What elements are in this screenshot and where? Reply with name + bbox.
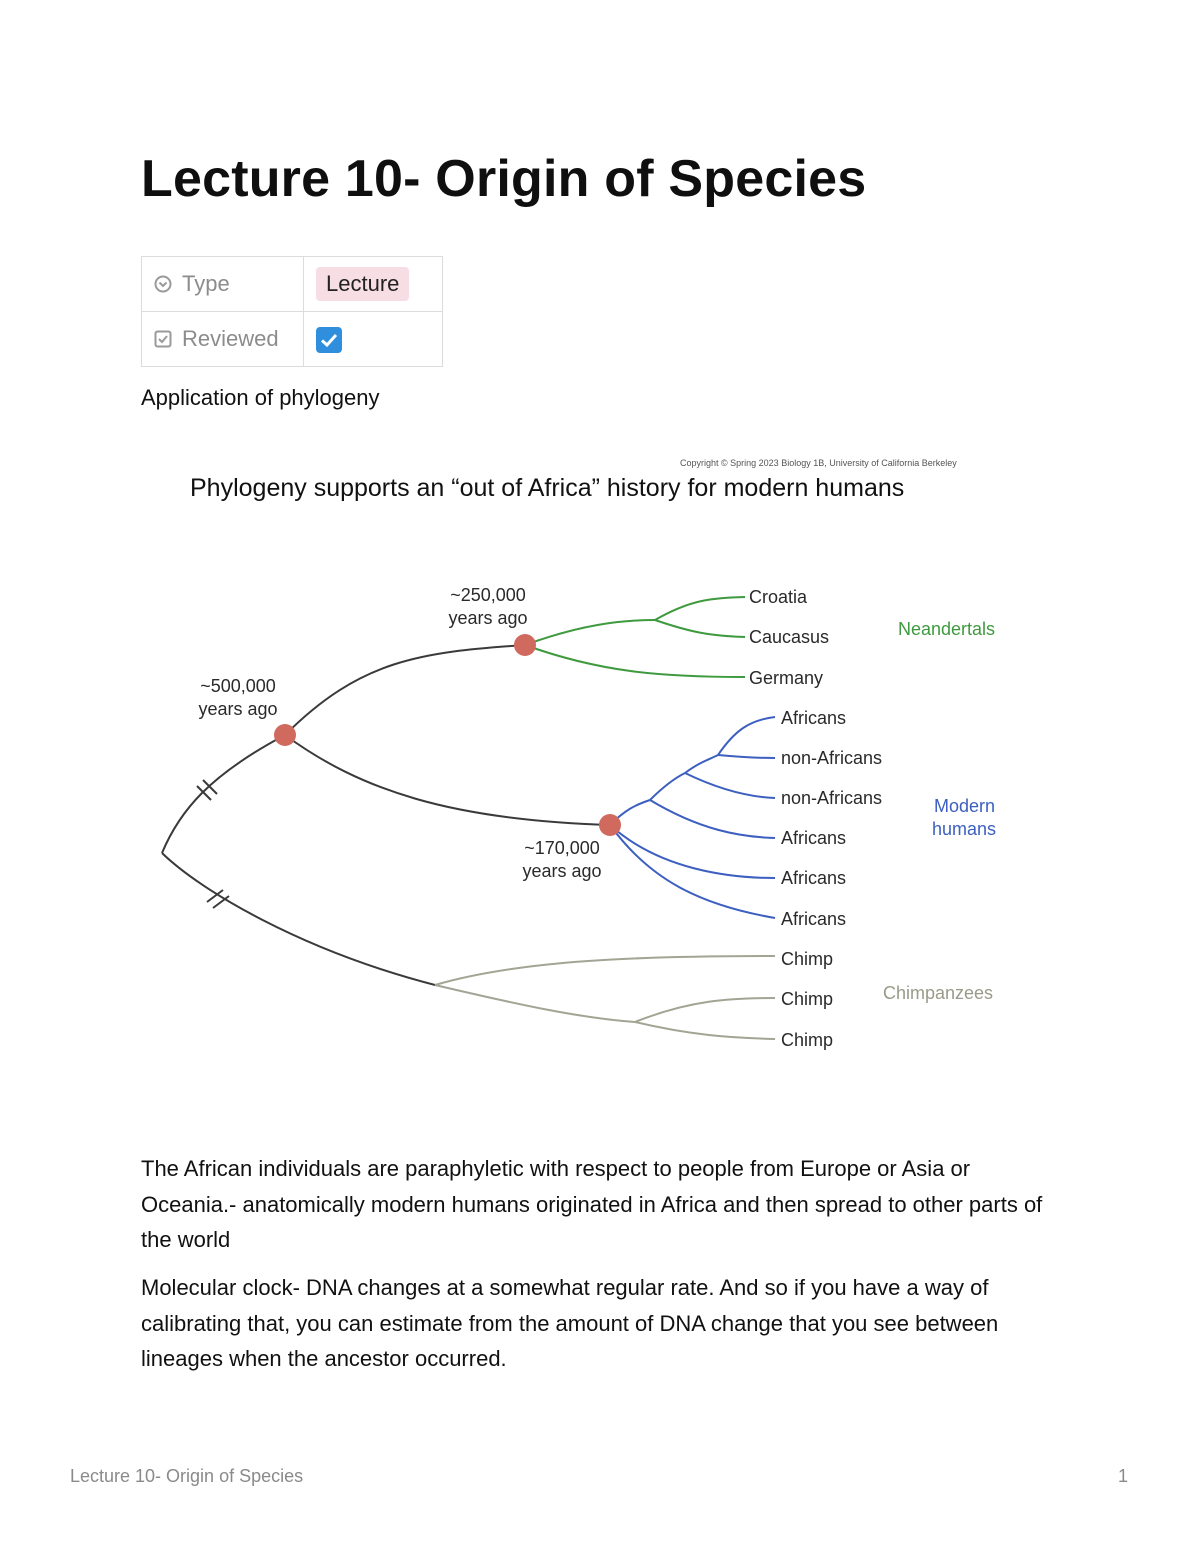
property-key-reviewed [142,312,304,367]
branch-root-upper [162,735,285,853]
branch-root-lower [162,853,435,985]
property-value-reviewed[interactable] [304,312,443,367]
property-row-type [142,257,443,312]
human-branches [610,717,775,918]
footer-doc-name: Lecture 10- Origin of Species [70,1466,304,1486]
group-label-modern-humans-line1: Modern [934,796,996,816]
figure-title: Phylogeny supports an “out of Africa” history for modern humans [190,474,905,502]
page-title: Lecture 10- Origin of Species [141,150,867,208]
checkbox-property-icon [154,330,172,348]
tip-label: non-Africans [781,788,883,808]
property-key-type [142,257,304,312]
tip-label: Caucasus [749,627,830,647]
neandertal-branches [525,597,745,677]
tip-label: Chimp [781,1030,834,1050]
branch-to-neandertal-node [285,645,525,735]
tip-label: Germany [749,668,824,688]
node-label-170k-unit: years ago [522,861,602,881]
tip-label: Africans [781,909,847,929]
paragraph-paraphyletic: The African individuals are paraphyletic with respect to people from Europe or Asia or Oceania.- anatomically modern humans originated in Africa and then spread to other parts of the world [141,1156,1043,1252]
tip-label: non-Africans [781,748,883,768]
group-label-neandertals: Neandertals [898,619,996,639]
property-label-type: Type [182,271,230,296]
figure-copyright: Copyright © Spring 2023 Biology 1B, University of California Berkeley [680,458,957,468]
tip-label: Croatia [749,587,808,607]
select-property-icon [154,275,172,293]
reviewed-checkbox[interactable] [316,327,342,353]
group-label-modern-humans-line2: humans [932,819,997,839]
node-500k [274,724,296,746]
tree-breaks [197,780,229,908]
node-label-250k-unit: years ago [448,608,528,628]
phylogeny-figure [150,450,1030,1060]
node-label-250k-time: ~250,000 [450,585,526,605]
property-label-reviewed: Reviewed [182,326,279,351]
tip-label: Africans [781,828,847,848]
branch-to-human-node [285,735,610,825]
section-label: Application of phylogeny [141,385,380,410]
chimp-branches [435,956,775,1039]
tip-label: Chimp [781,989,834,1009]
node-label-500k-time: ~500,000 [200,676,276,696]
node-label-500k-unit: years ago [198,699,278,719]
property-row-reviewed [142,312,443,367]
tip-label: Africans [781,708,847,728]
node-250k [514,634,536,656]
footer-page-number: 1 [1118,1466,1129,1486]
type-tag[interactable]: Lecture [316,267,409,301]
properties-table [141,256,443,367]
node-label-170k-time: ~170,000 [524,838,600,858]
tree-stems [162,645,610,985]
divergence-nodes [274,634,621,836]
property-value-type[interactable] [304,257,443,312]
checkmark-icon [316,327,342,353]
paragraph-molecular-clock: Molecular clock- DNA changes at a somewhat regular rate. And so if you have a way of calibrating that, you can estimate from the amount of DNA change that you see between lineages when the ancestor occurred. [141,1275,999,1371]
node-170k [599,814,621,836]
tip-label: Chimp [781,949,834,969]
group-label-chimpanzees: Chimpanzees [883,983,994,1003]
tip-label: Africans [781,868,847,888]
